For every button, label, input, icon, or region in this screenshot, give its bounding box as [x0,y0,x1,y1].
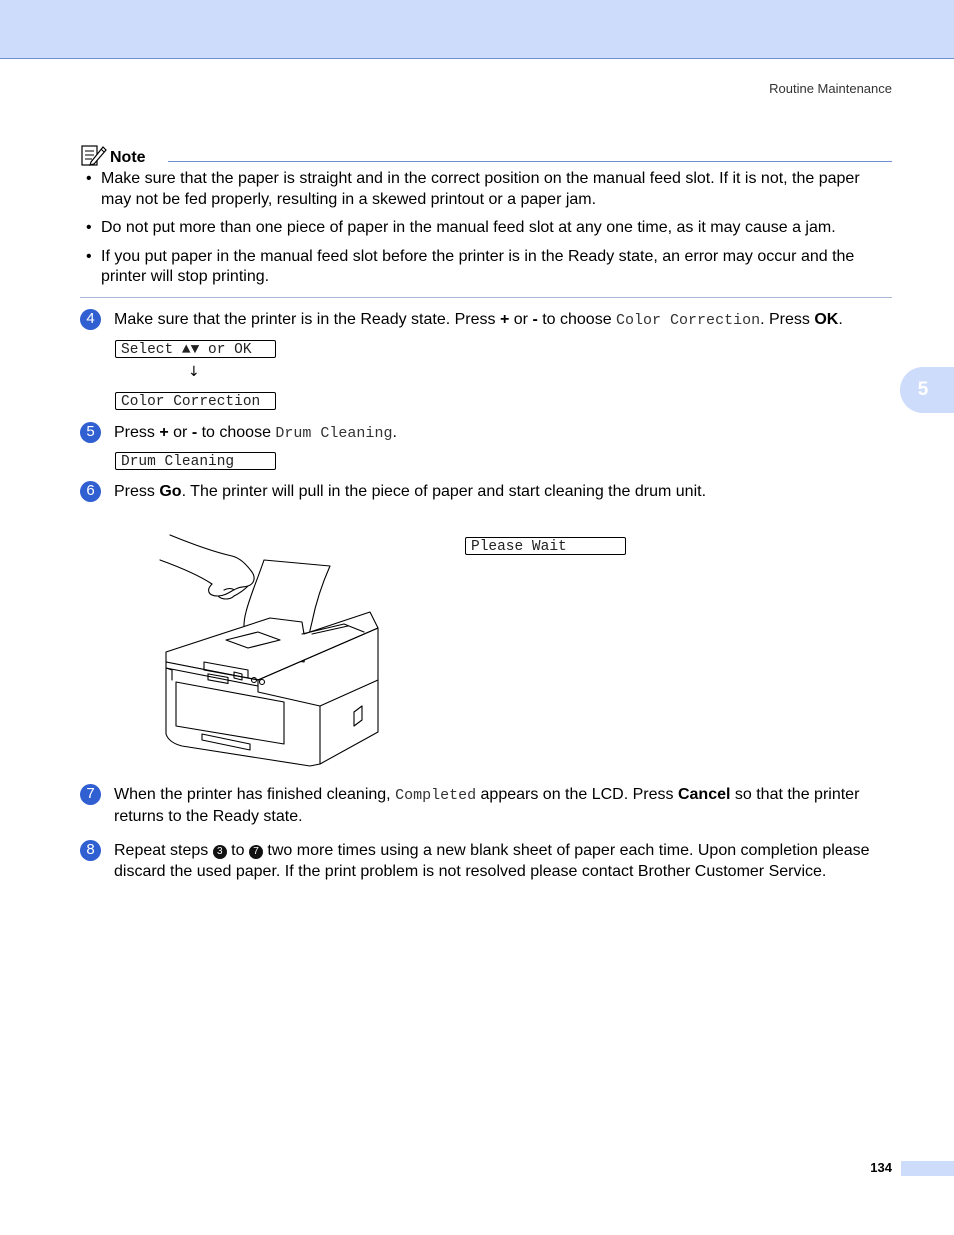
lcd-display-please-wait: Please Wait [465,537,626,555]
step-number-badge: 5 [80,422,101,443]
running-head: Routine Maintenance [769,81,892,96]
footer-color-bar [901,1161,954,1176]
note-divider [168,161,892,162]
step-text: When the printer has finished cleaning, Completed appears on the LCD. Press Cancel so that the printer returns to the Ready state. [114,786,860,825]
step-reference-badge: 7 [249,845,263,859]
chapter-tab [900,367,954,413]
note-pencil-icon [80,143,108,167]
step-number-badge: 8 [80,840,101,861]
lcd-display-drum-cleaning: Drum Cleaning [115,452,276,470]
step-number-badge: 4 [80,309,101,330]
lcd-display-select: Select ▲▼ or OK [115,340,276,358]
lcd-display-color-correction: Color Correction [115,392,276,410]
step-reference-badge: 3 [213,845,227,859]
printer-paper-feed-illustration [152,530,384,772]
note-header [80,143,892,167]
note-label: Note [110,149,146,166]
note-list [80,169,892,296]
down-arrow: ↓ [188,364,200,380]
step-number-badge: 7 [80,784,101,805]
step-text: Press + or - to choose Drum Cleaning. [114,424,397,442]
top-header-band [0,0,954,59]
page-number: 134 [870,1160,892,1175]
note-item: • Do not put more than one piece of paper in the manual feed slot at any one time, as it may cause a jam. [86,219,836,236]
step-text: Repeat steps 3 to 7 two more times using a new blank sheet of paper each time. Upon completion please discard the used paper. If the print problem is not resolved please contact Brother Customer Service. [114,842,870,880]
step-text: Press Go. The printer will pull in the piece of paper and start cleaning the drum unit. [114,483,707,500]
note-item: • Make sure that the paper is straight and in the correct position on the manual feed slot. If it is not, the paper may not be fed properly, resulting in a skewed printout or a paper jam. [86,170,860,208]
chapter-number: 5 [917,379,929,400]
note-bottom-divider [80,297,892,298]
step-text: Make sure that the printer is in the Ready state. Press + or - to choose Color Correction. Press OK. [114,311,843,329]
step-number-badge: 6 [80,481,101,502]
note-item: • If you put paper in the manual feed slot before the printer is in the Ready state, an error may occur and the printer will stop printing. [86,247,855,285]
